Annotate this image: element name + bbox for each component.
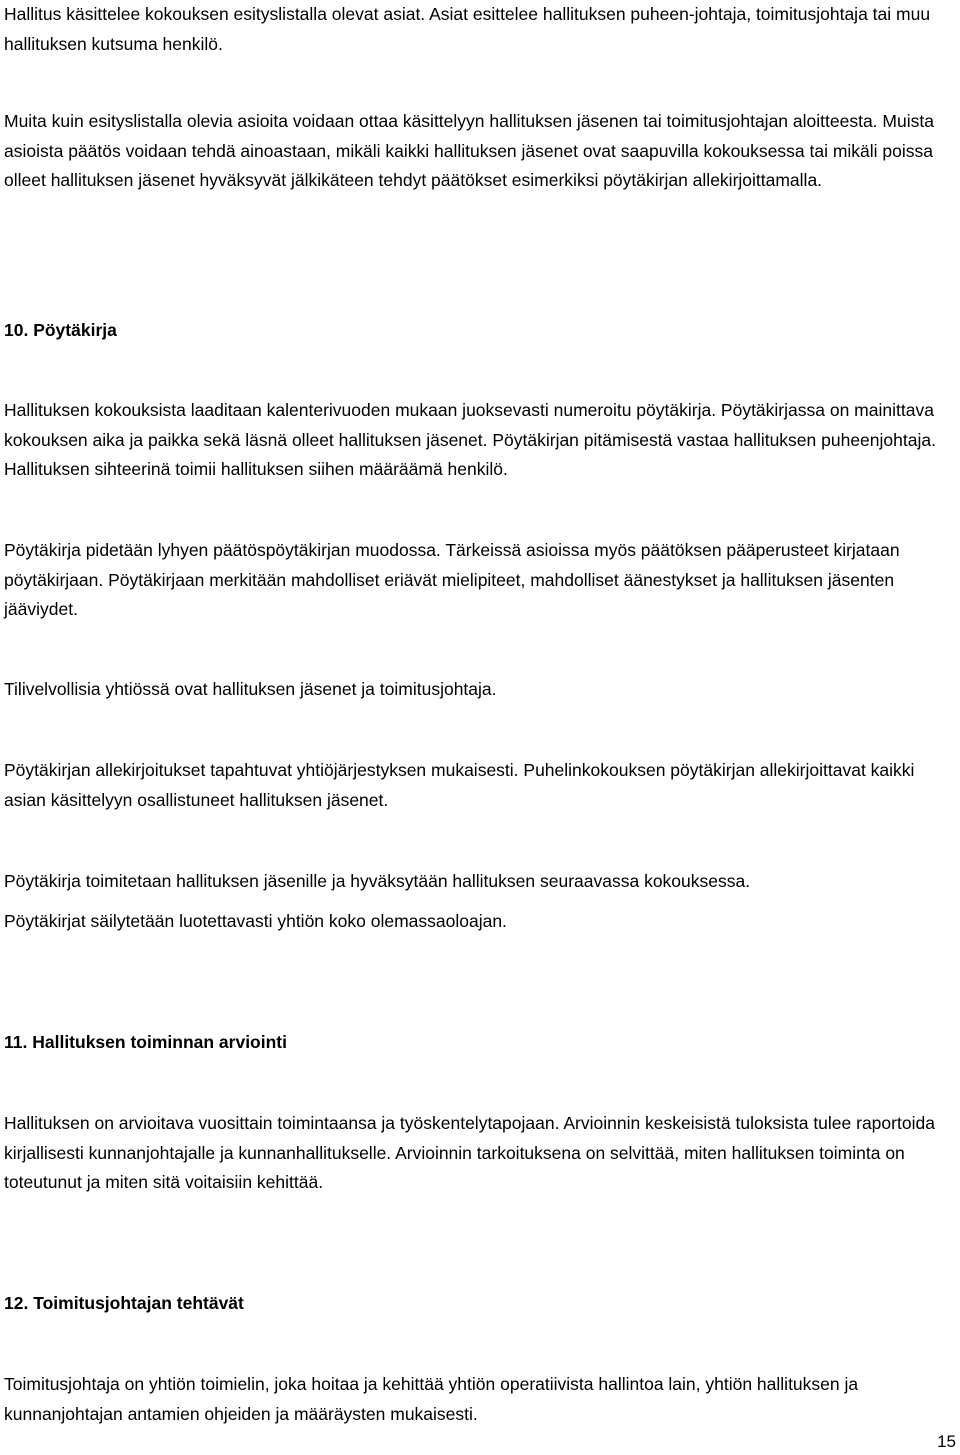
paragraph-accountable-persons: Tilivelvollisia yhtiössä ovat hallituksen jäsenet ja toimitusjohtaja. (4, 679, 497, 699)
paragraph-non-agenda-matters: Muita kuin esityslistalla olevia asioita voidaan ottaa käsittelyyn hallituksen jäsenen tai toimitusjohtajan aloitteesta. Muista asioista päätös voidaan tehdä ainoastaan, mikäli kaikki hallituksen jäsenet ovat saapuvilla kokouksessa tai mikäli poissa olleet hallituksen jäsenet hyväksyvät jälkikäteen tehdyt päätökset esimerkiksi pöytäkirjan allekirjoittamalla. (4, 111, 934, 190)
paragraph-minutes-storage: Pöytäkirjat säilytetään luotettavasti yhtiön koko olemassaoloajan. (4, 911, 507, 931)
page-number: 15 (937, 1432, 956, 1451)
paragraph-agenda-handling: Hallitus käsittelee kokouksen esityslistalla olevat asiat. Asiat esittelee hallituksen puheen-johtaja, toimitusjohtaja tai muu hallituksen kutsuma henkilö. (4, 4, 931, 54)
section-heading-board-evaluation: 11. Hallituksen toiminnan arviointi (4, 1032, 287, 1052)
paragraph-minutes-numbering: Hallituksen kokouksista laaditaan kalenterivuoden mukaan juoksevasti numeroitu pöytäkirja. Pöytäkirjassa on mainittava kokouksen aika ja paikka sekä läsnä olleet hallituksen jäsenet. Pöytäkirjan pitämisestä vastaa hallituksen puheenjohtaja. Hallituksen sihteerinä toimii hallituksen siihen määräämä henkilö. (4, 400, 936, 479)
paragraph-minutes-delivery: Pöytäkirja toimitetaan hallituksen jäsenille ja hyväksytään hallituksen seuraavassa kokouksessa. (4, 871, 751, 891)
paragraph-minutes-signatures: Pöytäkirjan allekirjoitukset tapahtuvat yhtiöjärjestyksen mukaisesti. Puhelinkokouksen pöytäkirjan allekirjoittavat kaikki asian käsittelyyn osallistuneet hallituksen jäsenet. (4, 760, 915, 810)
paragraph-minutes-format: Pöytäkirja pidetään lyhyen päätöspöytäkirjan muodossa. Tärkeissä asioissa myös päätöksen pääperusteet kirjataan pöytäkirjaan. Pöytäkirjaan merkitään mahdolliset eriävät mielipiteet, mahdolliset äänestykset ja hallituksen jäsenten jääviydet. (4, 540, 900, 619)
section-heading-poytakirja: 10. Pöytäkirja (4, 320, 117, 340)
section-heading-ceo-duties: 12. Toimitusjohtajan tehtävät (4, 1293, 244, 1313)
paragraph-board-evaluation: Hallituksen on arvioitava vuosittain toimintaansa ja työskentelytapojaan. Arvioinnin keskeisistä tuloksista tulee raportoida kirjallisesti kunnanjohtajalle ja kunnanhallitukselle. Arvioinnin tarkoituksena on selvittää, miten hallituksen toiminta on toteutunut ja miten sitä voitaisiin kehittää. (4, 1113, 935, 1192)
paragraph-ceo-duties: Toimitusjohtaja on yhtiön toimielin, joka hoitaa ja kehittää yhtiön operatiivista hallintoa lain, yhtiön hallituksen ja kunnanjohtajan antamien ohjeiden ja määräysten mukaisesti. (4, 1374, 859, 1424)
